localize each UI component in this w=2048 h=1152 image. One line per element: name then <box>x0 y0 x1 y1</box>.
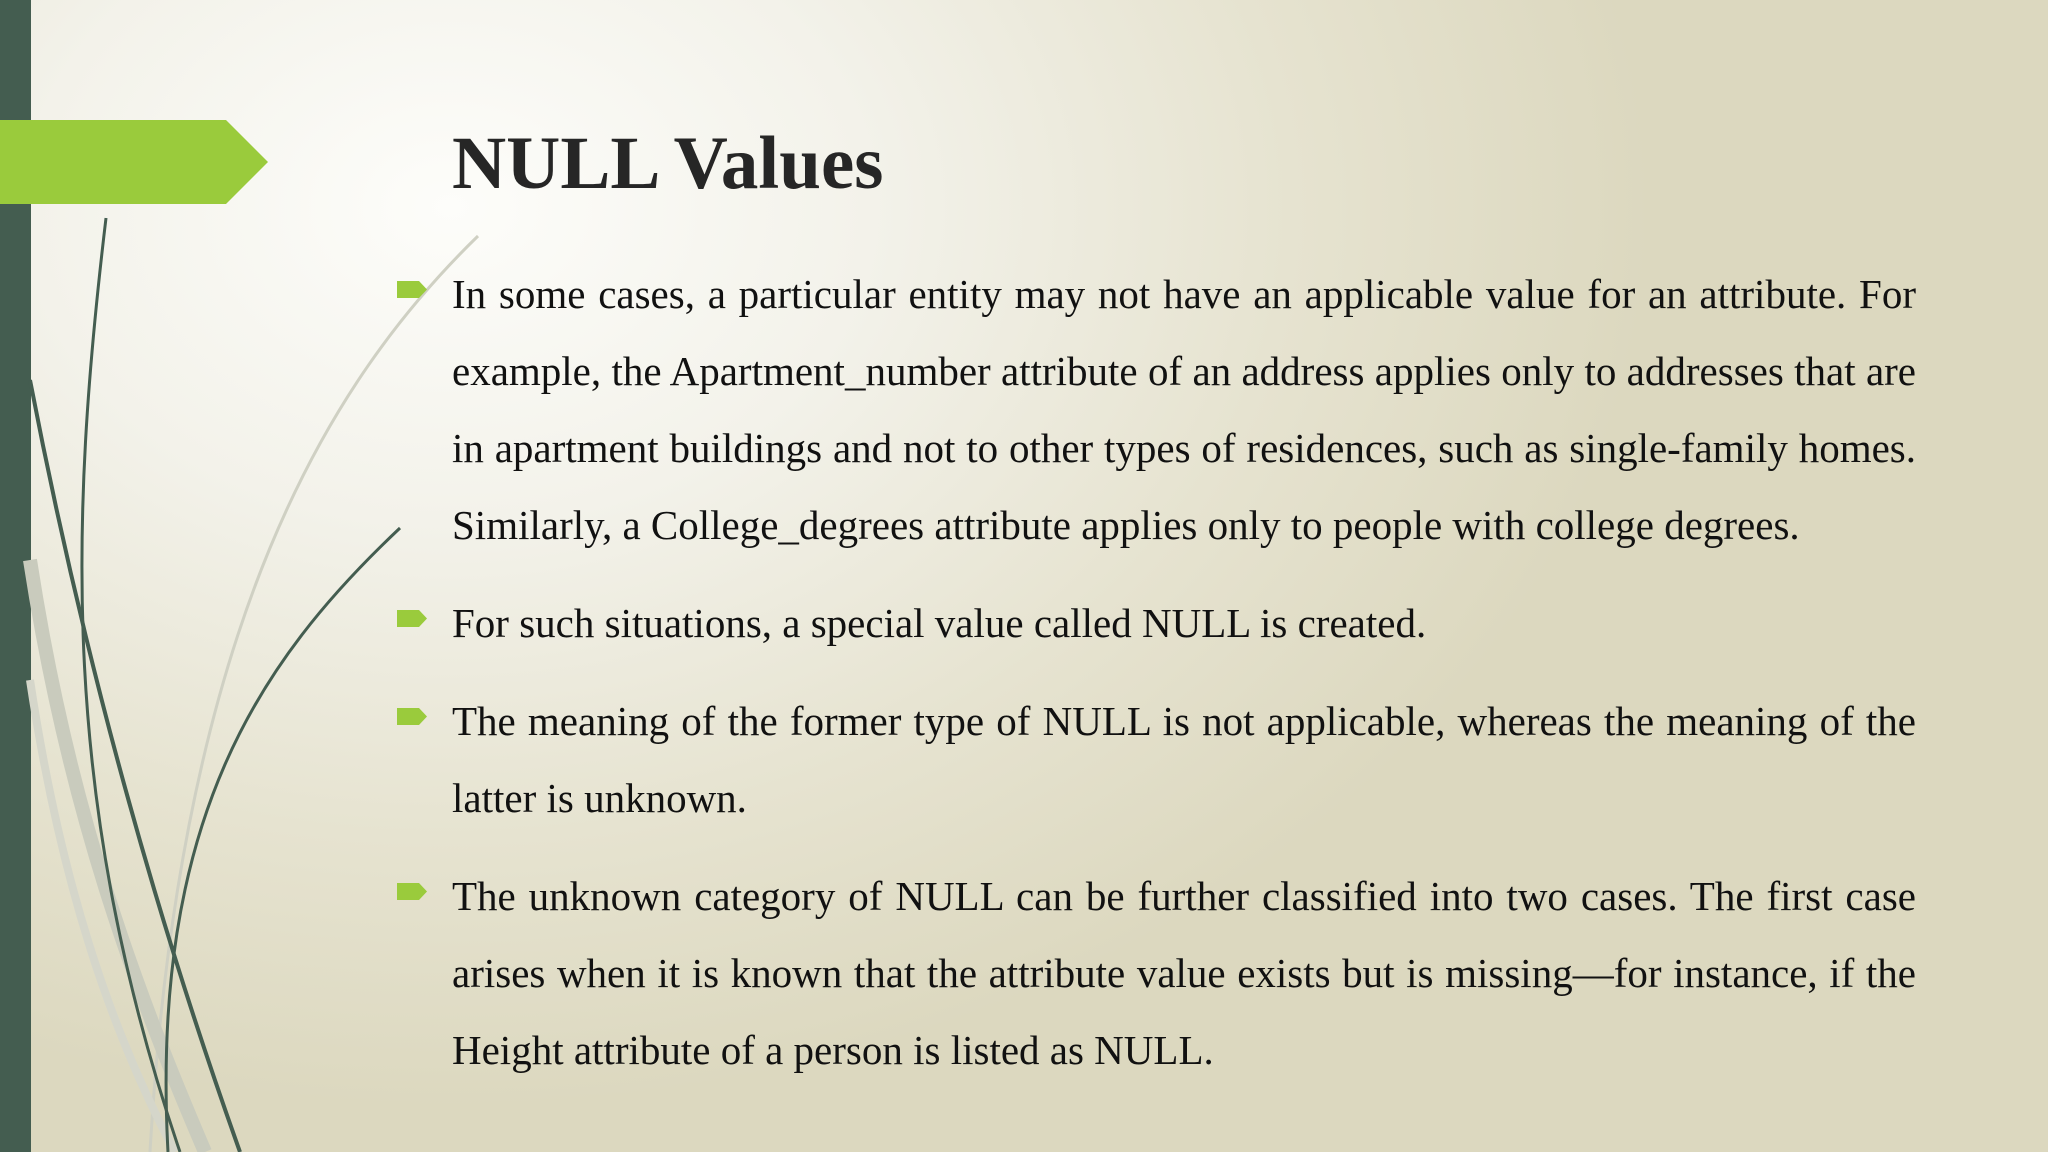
light-swoosh-2 <box>30 560 205 1152</box>
arrow-tab-icon <box>397 281 427 298</box>
arrow-tab-icon <box>397 883 427 900</box>
bullet-item <box>452 858 1916 1089</box>
bullet-item <box>452 585 1916 662</box>
slide-title: NULL Values <box>452 122 884 205</box>
dark-swoosh-2 <box>30 380 240 1152</box>
bullet-item <box>452 256 1916 564</box>
bullet-text: The unknown category of NULL can be further classified into two cases. The first case arises when it is known that the attribute value exists but is missing—for instance, if the Height attribute of a person is listed as NULL. <box>452 873 1916 1073</box>
light-swoosh-1 <box>150 236 478 1152</box>
bullet-text: For such situations, a special value called NULL is created. <box>452 600 1427 646</box>
bullet-item <box>452 683 1916 837</box>
arrow-tab-icon <box>397 708 427 725</box>
bullet-text: The meaning of the former type of NULL is not applicable, whereas the meaning of the latter is unknown. <box>452 698 1916 821</box>
bullet-text: In some cases, a particular entity may not have an applicable value for an attribute. For example, the Apartment_number attribute of an address applies only to addresses that are in apartment buildings and not to other types of residences, such as single-family homes. Similarly, a College_degrees attribute applies only to people with college degrees. <box>452 271 1916 548</box>
arrow-tab-icon <box>397 610 427 627</box>
light-swoosh-3 <box>30 680 175 1152</box>
title-tab-arrow <box>0 120 270 204</box>
dark-swoosh-3 <box>166 528 400 1152</box>
bullet-list <box>452 256 1916 1110</box>
